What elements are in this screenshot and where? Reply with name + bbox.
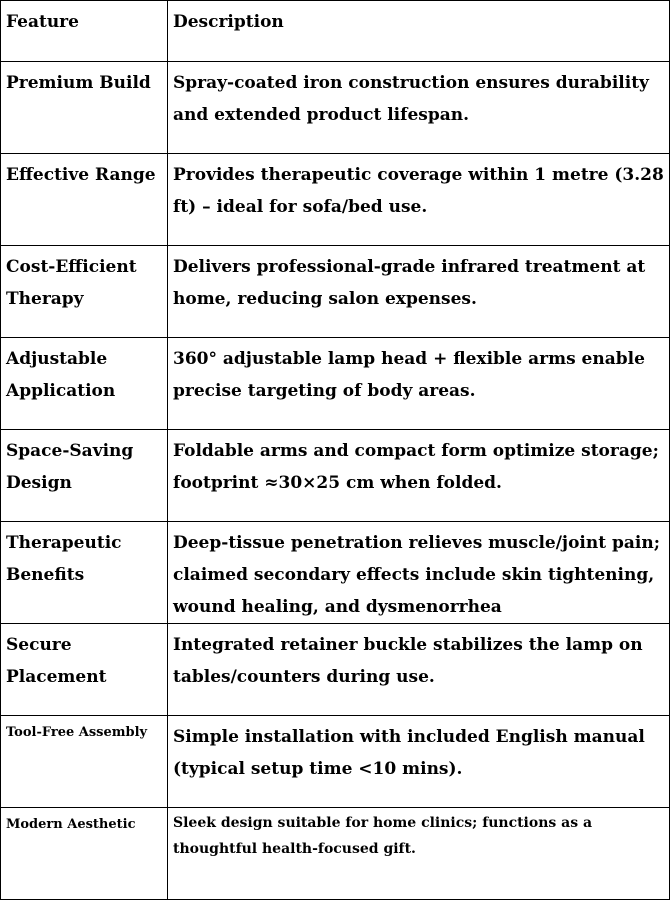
- description-cell: Provides therapeutic coverage within 1 metre (3.28 ft) – ideal for sofa/bed use.: [168, 154, 670, 246]
- description-cell: Simple installation with included English manual (typical setup time <10 mins).: [168, 716, 670, 808]
- header-description: Description: [168, 1, 670, 62]
- description-cell: 360° adjustable lamp head + flexible arms enable precise targeting of body areas.: [168, 338, 670, 430]
- table-row: [1, 716, 670, 808]
- header-feature: Feature: [1, 1, 168, 62]
- table-row: [1, 522, 670, 624]
- feature-cell: Adjustable Application: [1, 338, 168, 430]
- feature-cell: Effective Range: [1, 154, 168, 246]
- feature-cell: Premium Build: [1, 62, 168, 154]
- table-row: [1, 338, 670, 430]
- description-cell: Integrated retainer buckle stabilizes the lamp on tables/counters during use.: [168, 624, 670, 716]
- description-cell: Delivers professional-grade infrared treatment at home, reducing salon expenses.: [168, 246, 670, 338]
- table-row: [1, 624, 670, 716]
- description-cell: Spray-coated iron construction ensures durability and extended product lifespan.: [168, 62, 670, 154]
- table-row: [1, 62, 670, 154]
- table-row: [1, 808, 670, 900]
- description-cell: Sleek design suitable for home clinics; functions as a thoughtful health-focused gift.: [168, 808, 670, 900]
- table-row: [1, 430, 670, 522]
- feature-cell: Therapeutic Benefits: [1, 522, 168, 624]
- feature-cell: Modern Aesthetic: [1, 808, 168, 900]
- table-row: [1, 154, 670, 246]
- feature-cell: Cost-Efficient Therapy: [1, 246, 168, 338]
- table-row: [1, 246, 670, 338]
- feature-cell: Secure Placement: [1, 624, 168, 716]
- description-cell: Deep-tissue penetration relieves muscle/joint pain; claimed secondary effects include skin tightening, wound healing, and dysmenorrhea: [168, 522, 670, 624]
- description-cell: Foldable arms and compact form optimize storage; footprint ≈30×25 cm when folded.: [168, 430, 670, 522]
- table-header-row: [1, 1, 670, 62]
- feature-cell: Tool-Free Assembly: [1, 716, 168, 808]
- feature-cell: Space-Saving Design: [1, 430, 168, 522]
